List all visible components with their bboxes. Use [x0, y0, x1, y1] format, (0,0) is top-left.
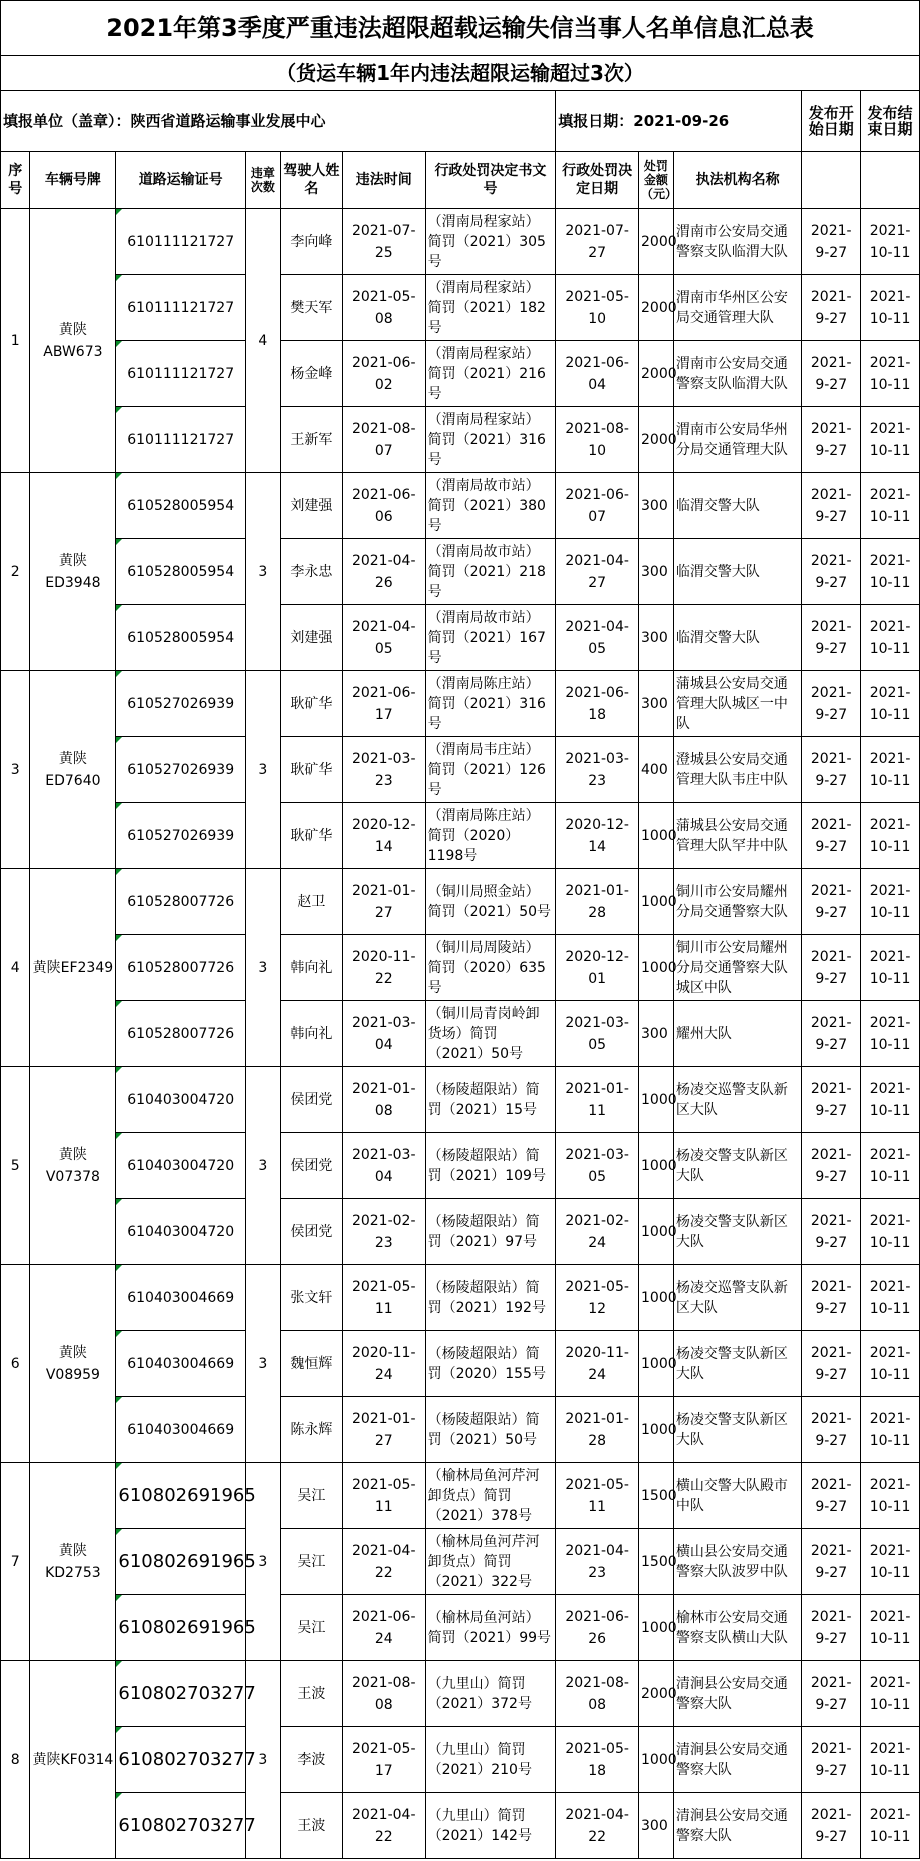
decision-date-cell: 2021-04-23 [556, 1529, 639, 1595]
permit-cell: 610403004720 [116, 1067, 246, 1133]
publish-start-cell: 2021-9-27 [802, 1067, 861, 1133]
header-agency: 执法机构名称 [673, 152, 801, 209]
table-row [1, 209, 920, 275]
table-row [1, 1265, 920, 1331]
agency-cell: 铜川市公安局耀州分局交通警察大队城区中队 [673, 935, 801, 1001]
publish-start-cell: 2021-9-27 [802, 671, 861, 737]
driver-cell: 吴江 [280, 1529, 342, 1595]
header-seq: 序号 [1, 152, 30, 209]
permit-cell: 610403004669 [116, 1397, 246, 1463]
driver-cell: 李永忠 [280, 539, 342, 605]
table-row [1, 1529, 920, 1595]
header-count: 违章次数 [245, 152, 280, 209]
decision-doc-cell: （渭南局程家站）简罚（2021）316号 [425, 407, 556, 473]
publish-start-cell: 2021-9-27 [802, 1331, 861, 1397]
decision-date-cell: 2021-01-28 [556, 869, 639, 935]
amount-cell: 300 [639, 473, 674, 539]
decision-doc-cell: （杨陵超限站）简罚（2021）97号 [425, 1199, 556, 1265]
amount-cell: 2000 [639, 341, 674, 407]
violation-time-cell: 2021-04-22 [342, 1529, 425, 1595]
driver-cell: 李向峰 [280, 209, 342, 275]
agency-cell: 横山县公安局交通警察大队波罗中队 [673, 1529, 801, 1595]
decision-date-cell: 2021-04-27 [556, 539, 639, 605]
publish-start-cell: 2021-9-27 [802, 1001, 861, 1067]
publish-end-cell: 2021-10-11 [861, 1661, 920, 1727]
driver-cell: 刘建强 [280, 473, 342, 539]
agency-cell: 渭南市公安局交通警察支队临渭大队 [673, 341, 801, 407]
seq-cell: 8 [1, 1661, 30, 1859]
header-driver: 驾驶人姓名 [280, 152, 342, 209]
plate-cell: 黄陕V07378 [30, 1067, 116, 1265]
violation-time-cell: 2021-04-05 [342, 605, 425, 671]
header-time: 违法时间 [342, 152, 425, 209]
count-cell: 3 [245, 473, 280, 671]
publish-end-cell: 2021-10-11 [861, 671, 920, 737]
decision-date-cell: 2021-03-05 [556, 1001, 639, 1067]
table-row [1, 1661, 920, 1727]
seq-cell: 4 [1, 869, 30, 1067]
reporting-unit: 填报单位（盖章）：陕西省道路运输事业发展中心 [1, 91, 556, 152]
publish-end-cell: 2021-10-11 [861, 473, 920, 539]
publish-end-cell: 2021-10-11 [861, 1067, 920, 1133]
publish-end-cell: 2021-10-11 [861, 209, 920, 275]
violation-time-cell: 2021-04-22 [342, 1793, 425, 1859]
permit-cell: 610111121727 [116, 407, 246, 473]
publish-start-cell: 2021-9-27 [802, 407, 861, 473]
table-row [1, 1463, 920, 1529]
amount-cell: 1000 [639, 1397, 674, 1463]
amount-cell: 300 [639, 1001, 674, 1067]
publish-end-cell: 2021-10-11 [861, 737, 920, 803]
driver-cell: 魏恒辉 [280, 1331, 342, 1397]
permit-cell: 610528005954 [116, 605, 246, 671]
amount-cell: 2000 [639, 275, 674, 341]
count-cell: 4 [245, 209, 280, 473]
publish-start-cell: 2021-9-27 [802, 1199, 861, 1265]
publish-start-cell: 2021-9-27 [802, 1529, 861, 1595]
permit-cell: 610528007726 [116, 1001, 246, 1067]
permit-cell: 610528005954 [116, 539, 246, 605]
decision-date-cell: 2021-02-24 [556, 1199, 639, 1265]
amount-cell: 1000 [639, 1727, 674, 1793]
agency-cell: 杨凌交巡警支队新区大队 [673, 1067, 801, 1133]
seq-cell: 6 [1, 1265, 30, 1463]
agency-cell: 渭南市华州区公安局交通管理大队 [673, 275, 801, 341]
driver-cell: 樊天军 [280, 275, 342, 341]
publish-start-cell: 2021-9-27 [802, 473, 861, 539]
permit-cell: 610403004669 [116, 1265, 246, 1331]
publish-start-header: 发布开始日期 [802, 91, 861, 152]
permit-cell: 610527026939 [116, 803, 246, 869]
publish-end-cell: 2021-10-11 [861, 1463, 920, 1529]
decision-doc-cell: （榆林局鱼河芹河卸货点）简罚（2021）378号 [425, 1463, 556, 1529]
amount-cell: 1000 [639, 1199, 674, 1265]
amount-cell: 300 [639, 1793, 674, 1859]
header-permit: 道路运输证号 [116, 152, 246, 209]
violation-time-cell: 2020-11-22 [342, 935, 425, 1001]
agency-cell: 渭南市公安局交通警察支队临渭大队 [673, 209, 801, 275]
plate-cell: 黄陕KD2753 [30, 1463, 116, 1661]
table-row [1, 539, 920, 605]
violation-time-cell: 2021-04-26 [342, 539, 425, 605]
publish-start-cell: 2021-9-27 [802, 1661, 861, 1727]
publish-end-cell: 2021-10-11 [861, 1265, 920, 1331]
publish-start-cell: 2021-9-27 [802, 803, 861, 869]
publish-end-cell: 2021-10-11 [861, 341, 920, 407]
table-row [1, 341, 920, 407]
decision-doc-cell: （渭南局故市站）简罚（2021）380号 [425, 473, 556, 539]
driver-cell: 杨金峰 [280, 341, 342, 407]
plate-cell: 黄陕KF0314 [30, 1661, 116, 1859]
decision-date-cell: 2021-05-10 [556, 275, 639, 341]
decision-date-cell: 2021-04-05 [556, 605, 639, 671]
decision-date-cell: 2021-03-23 [556, 737, 639, 803]
count-cell: 3 [245, 869, 280, 1067]
amount-cell: 2000 [639, 209, 674, 275]
decision-doc-cell: （铜川局照金站）简罚（2021）50号 [425, 869, 556, 935]
header-decision-date: 行政处罚决定日期 [556, 152, 639, 209]
seq-cell: 5 [1, 1067, 30, 1265]
permit-cell: 610403004669 [116, 1331, 246, 1397]
amount-cell: 1000 [639, 1595, 674, 1661]
decision-doc-cell: （渭南局陈庄站）简罚（2020）1198号 [425, 803, 556, 869]
violation-time-cell: 2021-08-07 [342, 407, 425, 473]
agency-cell: 杨凌交警支队新区大队 [673, 1331, 801, 1397]
publish-end-cell: 2021-10-11 [861, 1397, 920, 1463]
violation-time-cell: 2021-05-11 [342, 1463, 425, 1529]
permit-cell: 610111121727 [116, 341, 246, 407]
decision-doc-cell: （榆林局鱼河芹河卸货点）简罚（2021）322号 [425, 1529, 556, 1595]
decision-doc-cell: （渭南局程家站）简罚（2021）305号 [425, 209, 556, 275]
driver-cell: 耿矿华 [280, 737, 342, 803]
publish-end-cell: 2021-10-11 [861, 539, 920, 605]
amount-cell: 1000 [639, 1331, 674, 1397]
publish-start-cell: 2021-9-27 [802, 341, 861, 407]
plate-cell: 黄陕EF2349 [30, 869, 116, 1067]
agency-cell: 杨凌交巡警支队新区大队 [673, 1265, 801, 1331]
table-row [1, 935, 920, 1001]
decision-doc-cell: （渭南局故市站）简罚（2021）167号 [425, 605, 556, 671]
decision-date-cell: 2021-08-08 [556, 1661, 639, 1727]
table-row [1, 407, 920, 473]
publish-end-cell: 2021-10-11 [861, 1529, 920, 1595]
violation-time-cell: 2020-12-14 [342, 803, 425, 869]
publish-end-cell: 2021-10-11 [861, 1793, 920, 1859]
violation-time-cell: 2021-01-08 [342, 1067, 425, 1133]
violation-time-cell: 2021-06-02 [342, 341, 425, 407]
violation-time-cell: 2021-08-08 [342, 1661, 425, 1727]
driver-cell: 侯团党 [280, 1067, 342, 1133]
violation-time-cell: 2021-03-23 [342, 737, 425, 803]
agency-cell: 渭南市公安局华州分局交通管理大队 [673, 407, 801, 473]
publish-end-cell: 2021-10-11 [861, 605, 920, 671]
table-row [1, 737, 920, 803]
agency-cell: 杨凌交警支队新区大队 [673, 1397, 801, 1463]
publish-end-header: 发布结束日期 [861, 91, 920, 152]
driver-cell: 韩向礼 [280, 935, 342, 1001]
count-cell: 3 [245, 671, 280, 869]
table-row [1, 869, 920, 935]
amount-cell: 1000 [639, 935, 674, 1001]
plate-cell: 黄陕ED3948 [30, 473, 116, 671]
page-title: 2021年第3季度严重违法超限超载运输失信当事人名单信息汇总表 [1, 1, 920, 56]
plate-cell: 黄陕ED7640 [30, 671, 116, 869]
table-row [1, 1067, 920, 1133]
decision-doc-cell: （杨陵超限站）简罚（2020）155号 [425, 1331, 556, 1397]
table-row [1, 1001, 920, 1067]
seq-cell: 7 [1, 1463, 30, 1661]
amount-cell: 1500 [639, 1463, 674, 1529]
permit-cell: 610802703277 [116, 1661, 246, 1727]
count-cell: 3 [245, 1661, 280, 1859]
publish-start-cell: 2021-9-27 [802, 1727, 861, 1793]
agency-cell: 榆林市公安局交通警察支队横山大队 [673, 1595, 801, 1661]
publish-start-cell: 2021-9-27 [802, 209, 861, 275]
permit-cell: 610527026939 [116, 737, 246, 803]
decision-doc-cell: （九里山）简罚（2021）210号 [425, 1727, 556, 1793]
driver-cell: 王波 [280, 1661, 342, 1727]
violation-time-cell: 2021-03-04 [342, 1133, 425, 1199]
table-row [1, 1199, 920, 1265]
report-date: 填报日期：2021-09-26 [556, 91, 802, 152]
permit-cell: 610802691965 [116, 1595, 246, 1661]
decision-doc-cell: （渭南局故市站）简罚（2021）218号 [425, 539, 556, 605]
publish-end-cell: 2021-10-11 [861, 869, 920, 935]
decision-date-cell: 2021-06-04 [556, 341, 639, 407]
decision-doc-cell: （渭南局陈庄站）简罚（2021）316号 [425, 671, 556, 737]
decision-doc-cell: （九里山）简罚（2021）142号 [425, 1793, 556, 1859]
decision-date-cell: 2020-11-24 [556, 1331, 639, 1397]
publish-start-cell: 2021-9-27 [802, 1793, 861, 1859]
violation-time-cell: 2021-03-04 [342, 1001, 425, 1067]
driver-cell: 刘建强 [280, 605, 342, 671]
violation-time-cell: 2021-05-11 [342, 1265, 425, 1331]
table-row [1, 473, 920, 539]
decision-date-cell: 2021-05-18 [556, 1727, 639, 1793]
amount-cell: 1000 [639, 869, 674, 935]
decision-doc-cell: （杨陵超限站）简罚（2021）15号 [425, 1067, 556, 1133]
driver-cell: 侯团党 [280, 1199, 342, 1265]
publish-start-cell: 2021-9-27 [802, 737, 861, 803]
seq-cell: 1 [1, 209, 30, 473]
permit-cell: 610527026939 [116, 671, 246, 737]
permit-cell: 610111121727 [116, 209, 246, 275]
amount-cell: 1500 [639, 1529, 674, 1595]
count-cell: 3 [245, 1463, 280, 1661]
agency-cell: 铜川市公安局耀州分局交通警察大队 [673, 869, 801, 935]
permit-cell: 610802691965 [116, 1529, 246, 1595]
permit-cell: 610528007726 [116, 935, 246, 1001]
amount-cell: 300 [639, 605, 674, 671]
amount-cell: 2000 [639, 407, 674, 473]
agency-cell: 耀州大队 [673, 1001, 801, 1067]
agency-cell: 杨凌交警支队新区大队 [673, 1199, 801, 1265]
decision-date-cell: 2020-12-14 [556, 803, 639, 869]
publish-end-cell: 2021-10-11 [861, 275, 920, 341]
publish-start-cell: 2021-9-27 [802, 539, 861, 605]
amount-cell: 1000 [639, 1133, 674, 1199]
agency-cell: 杨凌交警支队新区大队 [673, 1133, 801, 1199]
decision-doc-cell: （渭南局程家站）简罚（2021）216号 [425, 341, 556, 407]
count-cell: 3 [245, 1067, 280, 1265]
decision-date-cell: 2021-06-18 [556, 671, 639, 737]
decision-date-cell: 2021-08-10 [556, 407, 639, 473]
permit-cell: 610802703277 [116, 1727, 246, 1793]
amount-cell: 2000 [639, 1661, 674, 1727]
decision-date-cell: 2021-05-11 [556, 1463, 639, 1529]
driver-cell: 陈永辉 [280, 1397, 342, 1463]
agency-cell: 澄城县公安局交通管理大队韦庄中队 [673, 737, 801, 803]
count-cell: 3 [245, 1265, 280, 1463]
permit-cell: 610802703277 [116, 1793, 246, 1859]
table-row [1, 1331, 920, 1397]
amount-cell: 1000 [639, 1067, 674, 1133]
amount-cell: 300 [639, 539, 674, 605]
decision-date-cell: 2021-01-11 [556, 1067, 639, 1133]
table-row [1, 1793, 920, 1859]
agency-cell: 蒲城县公安局交通管理大队城区一中队 [673, 671, 801, 737]
driver-cell: 赵卫 [280, 869, 342, 935]
driver-cell: 王波 [280, 1793, 342, 1859]
driver-cell: 李波 [280, 1727, 342, 1793]
publish-end-cell: 2021-10-11 [861, 407, 920, 473]
violation-time-cell: 2021-01-27 [342, 869, 425, 935]
violation-time-cell: 2021-07-25 [342, 209, 425, 275]
driver-cell: 耿矿华 [280, 671, 342, 737]
header-plate: 车辆号牌 [30, 152, 116, 209]
publish-end-cell: 2021-10-11 [861, 1001, 920, 1067]
decision-date-cell: 2021-03-05 [556, 1133, 639, 1199]
table-row [1, 275, 920, 341]
publish-start-cell: 2021-9-27 [802, 935, 861, 1001]
seq-cell: 2 [1, 473, 30, 671]
page-subtitle: （货运车辆1年内违法超限运输超过3次） [1, 56, 920, 91]
publish-start-cell: 2021-9-27 [802, 1463, 861, 1529]
decision-date-cell: 2021-07-27 [556, 209, 639, 275]
decision-doc-cell: （渭南局程家站）简罚（2021）182号 [425, 275, 556, 341]
amount-cell: 400 [639, 737, 674, 803]
amount-cell: 1000 [639, 803, 674, 869]
agency-cell: 蒲城县公安局交通管理大队罕井中队 [673, 803, 801, 869]
publish-start-cell: 2021-9-27 [802, 1397, 861, 1463]
permit-cell: 610403004720 [116, 1199, 246, 1265]
publish-end-cell: 2021-10-11 [861, 1133, 920, 1199]
driver-cell: 侯团党 [280, 1133, 342, 1199]
publish-end-cell: 2021-10-11 [861, 1199, 920, 1265]
table-row [1, 1595, 920, 1661]
publish-end-cell: 2021-10-11 [861, 935, 920, 1001]
agency-cell: 临渭交警大队 [673, 473, 801, 539]
agency-cell: 临渭交警大队 [673, 539, 801, 605]
decision-doc-cell: （铜川局周陵站）简罚（2020）635号 [425, 935, 556, 1001]
header-doc: 行政处罚决定书文号 [425, 152, 556, 209]
agency-cell: 清涧县公安局交通警察大队 [673, 1793, 801, 1859]
decision-doc-cell: （铜川局青岗岭卸货场）简罚（2021）50号 [425, 1001, 556, 1067]
table-row [1, 605, 920, 671]
decision-date-cell: 2021-06-26 [556, 1595, 639, 1661]
decision-doc-cell: （渭南局韦庄站）简罚（2021）126号 [425, 737, 556, 803]
amount-cell: 300 [639, 671, 674, 737]
driver-cell: 韩向礼 [280, 1001, 342, 1067]
table-row [1, 1133, 920, 1199]
publish-end-cell: 2021-10-11 [861, 1727, 920, 1793]
publish-start-cell: 2021-9-27 [802, 275, 861, 341]
plate-cell: 黄陕V08959 [30, 1265, 116, 1463]
publish-start-cell: 2021-9-27 [802, 605, 861, 671]
decision-doc-cell: （杨陵超限站）简罚（2021）50号 [425, 1397, 556, 1463]
permit-cell: 610403004720 [116, 1133, 246, 1199]
table-row [1, 671, 920, 737]
violation-time-cell: 2021-05-17 [342, 1727, 425, 1793]
publish-start-cell: 2021-9-27 [802, 1595, 861, 1661]
permit-cell: 610528007726 [116, 869, 246, 935]
decision-doc-cell: （九里山）简罚（2021）372号 [425, 1661, 556, 1727]
publish-start-cell: 2021-9-27 [802, 1265, 861, 1331]
seq-cell: 3 [1, 671, 30, 869]
decision-doc-cell: （杨陵超限站）简罚（2021）192号 [425, 1265, 556, 1331]
publish-end-cell: 2021-10-11 [861, 1595, 920, 1661]
agency-cell: 临渭交警大队 [673, 605, 801, 671]
publish-end-cell: 2021-10-11 [861, 1331, 920, 1397]
publish-start-cell: 2021-9-27 [802, 1133, 861, 1199]
driver-cell: 张文轩 [280, 1265, 342, 1331]
agency-cell: 清涧县公安局交通警察大队 [673, 1661, 801, 1727]
violation-time-cell: 2021-01-27 [342, 1397, 425, 1463]
table-row [1, 803, 920, 869]
driver-cell: 耿矿华 [280, 803, 342, 869]
permit-cell: 610528005954 [116, 473, 246, 539]
agency-cell: 横山交警大队殿市中队 [673, 1463, 801, 1529]
decision-date-cell: 2021-05-12 [556, 1265, 639, 1331]
violation-time-cell: 2021-06-24 [342, 1595, 425, 1661]
agency-cell: 清涧县公安局交通警察大队 [673, 1727, 801, 1793]
violation-time-cell: 2020-11-24 [342, 1331, 425, 1397]
driver-cell: 王新军 [280, 407, 342, 473]
header-amount: 处罚金额（元） [639, 152, 674, 209]
decision-date-cell: 2021-01-28 [556, 1397, 639, 1463]
violation-time-cell: 2021-02-23 [342, 1199, 425, 1265]
decision-date-cell: 2021-04-22 [556, 1793, 639, 1859]
permit-cell: 610802691965 [116, 1463, 246, 1529]
publish-start-cell: 2021-9-27 [802, 869, 861, 935]
table-row [1, 1397, 920, 1463]
permit-cell: 610111121727 [116, 275, 246, 341]
decision-date-cell: 2020-12-01 [556, 935, 639, 1001]
decision-doc-cell: （榆林局鱼河站）简罚（2021）99号 [425, 1595, 556, 1661]
plate-cell: 黄陕ABW673 [30, 209, 116, 473]
driver-cell: 吴江 [280, 1463, 342, 1529]
decision-date-cell: 2021-06-07 [556, 473, 639, 539]
decision-doc-cell: （杨陵超限站）简罚（2021）109号 [425, 1133, 556, 1199]
driver-cell: 吴江 [280, 1595, 342, 1661]
violation-time-cell: 2021-05-08 [342, 275, 425, 341]
table-row [1, 1727, 920, 1793]
violation-time-cell: 2021-06-06 [342, 473, 425, 539]
publish-end-cell: 2021-10-11 [861, 803, 920, 869]
violation-time-cell: 2021-06-17 [342, 671, 425, 737]
amount-cell: 1000 [639, 1265, 674, 1331]
